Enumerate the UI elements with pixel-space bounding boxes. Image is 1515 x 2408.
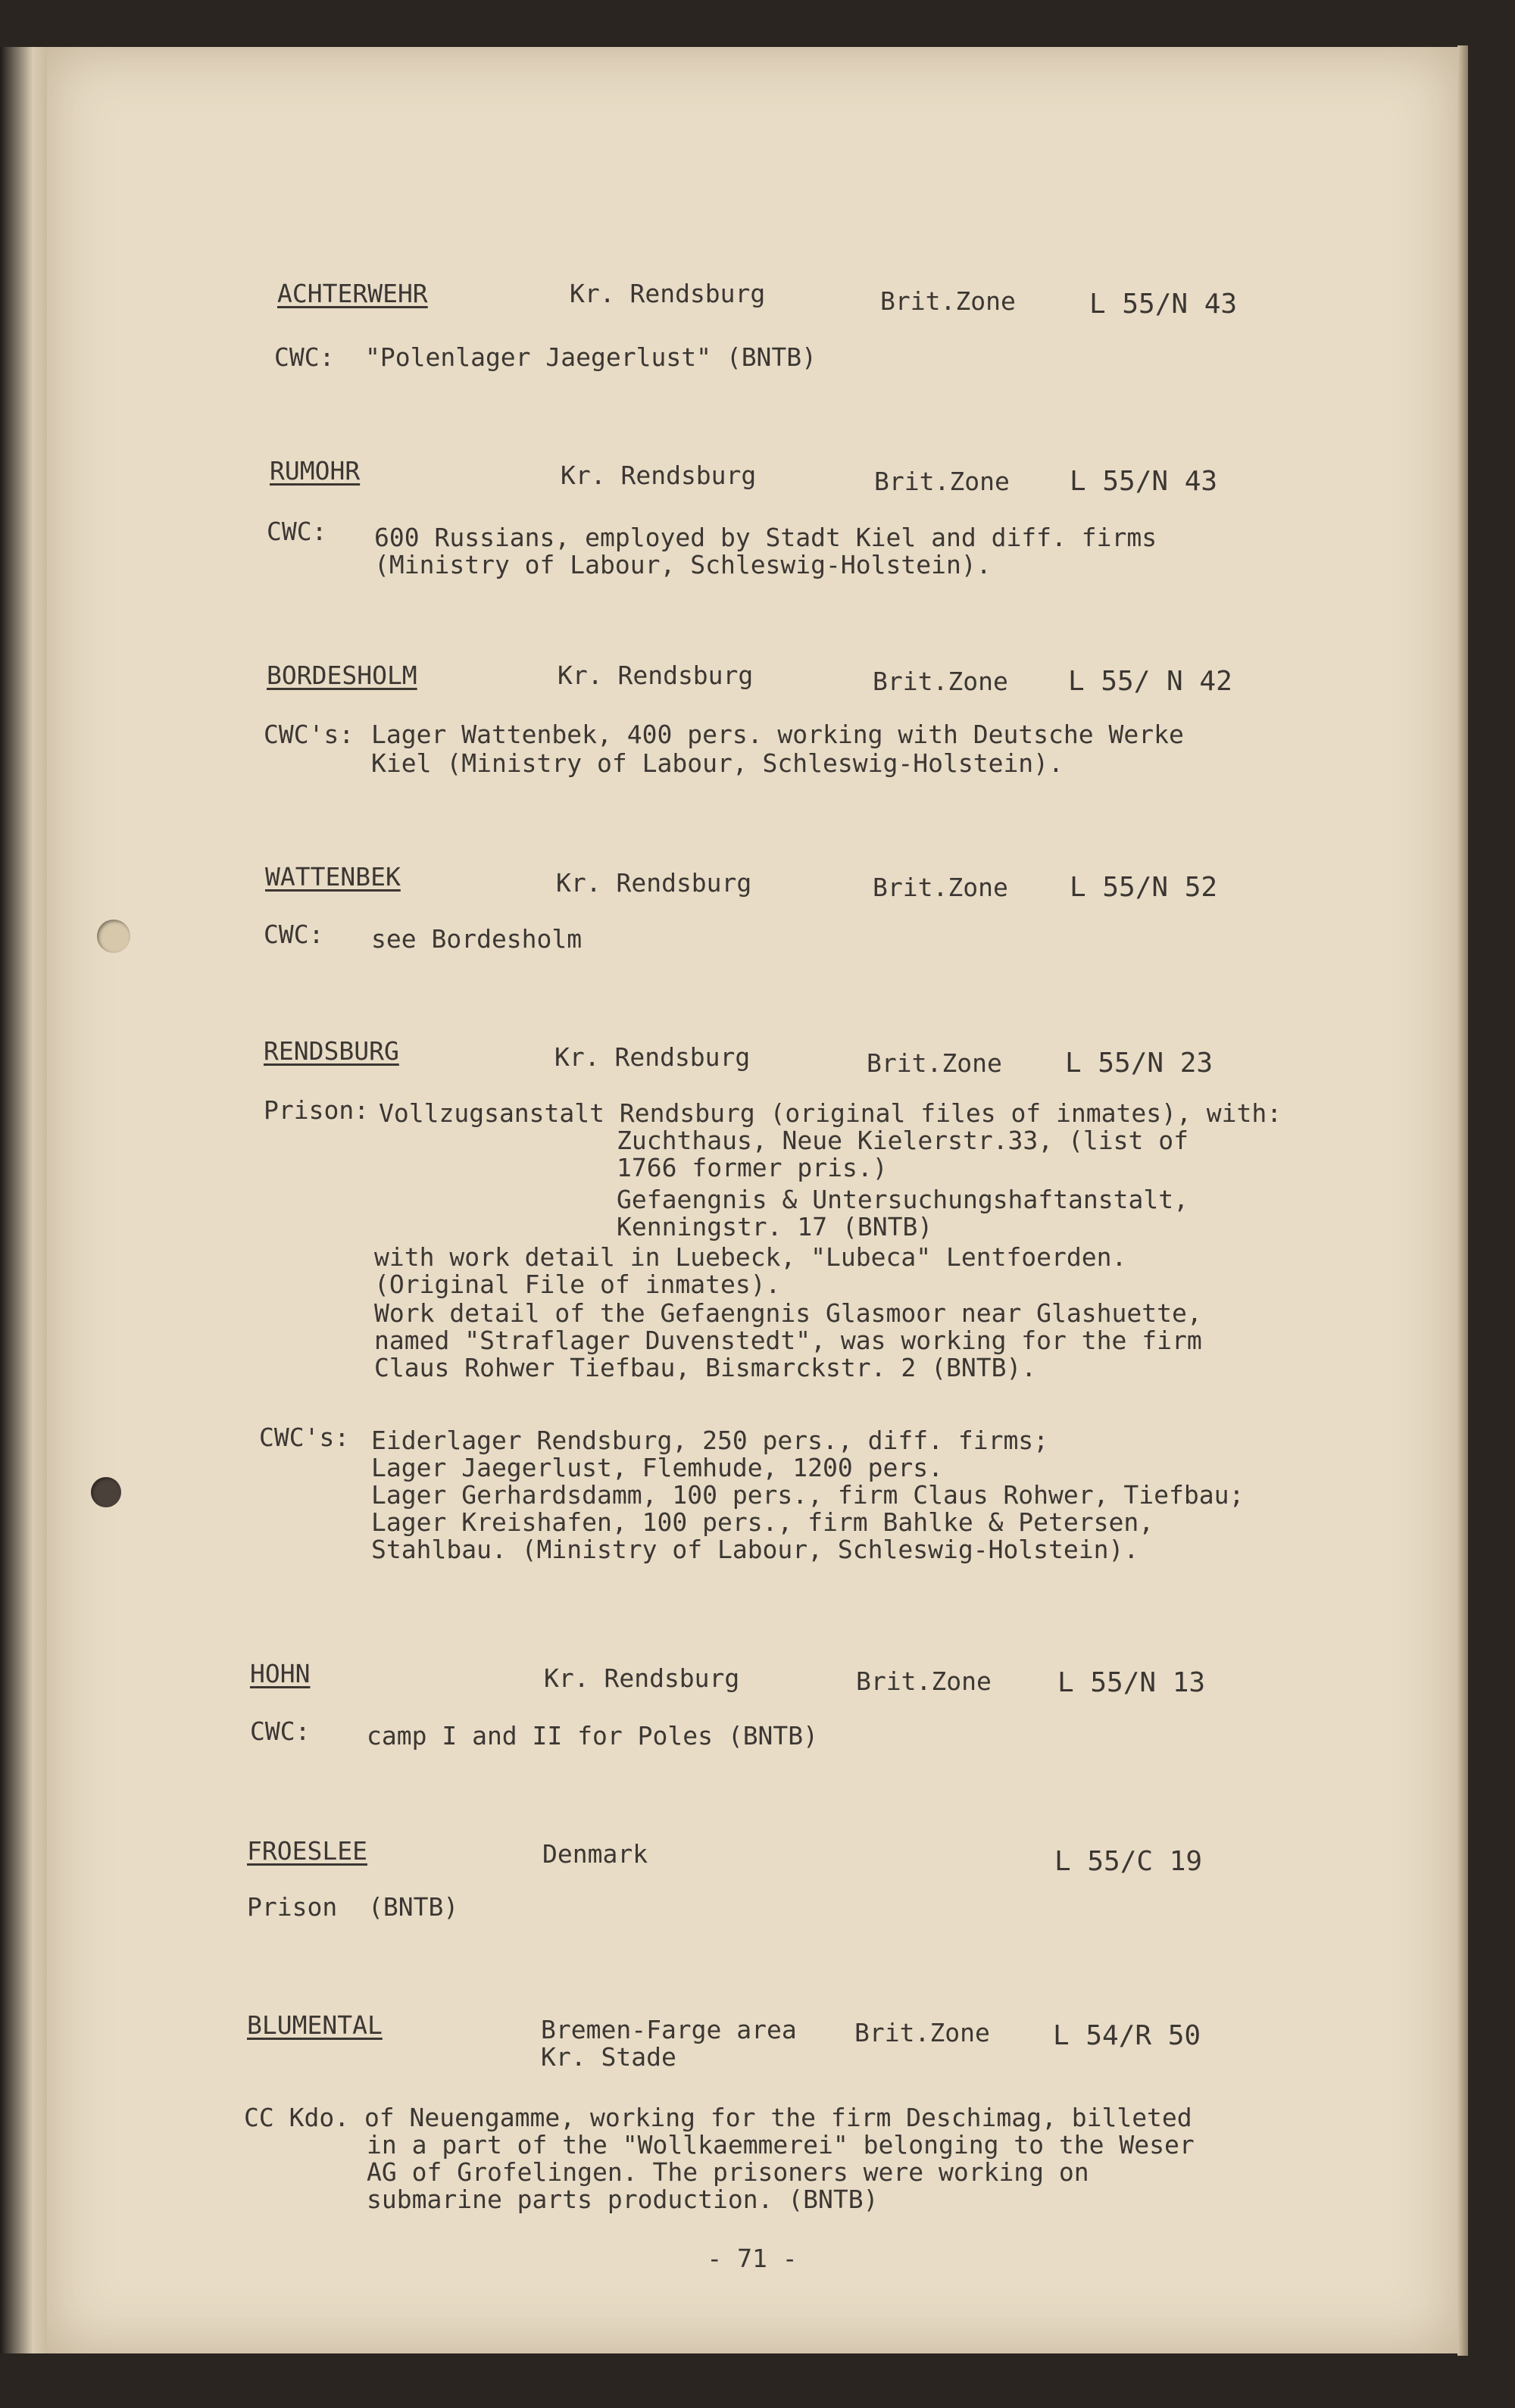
- district: Kr. Rendsburg: [544, 1663, 740, 1693]
- zone: Brit.Zone: [854, 2018, 990, 2047]
- zone: Brit.Zone: [856, 1666, 992, 1696]
- entry-line: Kenningstr. 17 (BNTB): [617, 1212, 933, 1241]
- entry-line: "Polenlager Jaegerlust" (BNTB): [365, 342, 817, 372]
- place-name: HOHN: [250, 1659, 311, 1688]
- place-name: RUMOHR: [270, 456, 361, 486]
- district: Bremen-Farge area: [541, 2015, 797, 2044]
- zone: Brit.Zone: [867, 1048, 1002, 1078]
- reference-code: L 55/N 43: [1089, 289, 1238, 320]
- entry-label: CWC's:: [264, 720, 355, 749]
- entry-line: camp I and II for Poles (BNTB): [367, 1721, 819, 1751]
- entry-line: 1766 former pris.): [617, 1153, 888, 1182]
- entry-line: Claus Rohwer Tiefbau, Bismarckstr. 2 (BNTB).: [374, 1353, 1037, 1382]
- entry-line: AG of Grofelingen. The prisoners were working on: [367, 2157, 1089, 2187]
- entry-line: Stahlbau. (Ministry of Labour, Schleswig-Holstein).: [371, 1535, 1139, 1564]
- zone: Brit.Zone: [880, 286, 1016, 316]
- reference-code: L 54/R 50: [1053, 2020, 1201, 2051]
- place-name: BLUMENTAL: [247, 2010, 383, 2040]
- zone: Brit.Zone: [874, 467, 1010, 496]
- place-name: WATTENBEK: [265, 862, 401, 892]
- entry-line: in a part of the "Wollkaemmerei" belonging to the Weser: [367, 2130, 1195, 2160]
- entry-line: with work detail in Luebeck, "Lubeca" Lentfoerden.: [374, 1242, 1127, 1272]
- district: Denmark: [542, 1839, 648, 1869]
- entry-line: Work detail of the Gefaengnis Glasmoor near Glashuette,: [374, 1298, 1202, 1328]
- district: Kr. Rendsburg: [558, 661, 754, 690]
- document-page: [47, 47, 1457, 2353]
- district: Kr. Rendsburg: [561, 461, 757, 490]
- entry-label-secondary: CWC's:: [259, 1423, 350, 1452]
- entry-label: Prison: [247, 1892, 338, 1922]
- punch-hole: [97, 920, 130, 953]
- entry-line: submarine parts production. (BNTB): [367, 2185, 879, 2214]
- entry-line: Vollzugsanstalt Rendsburg (original files of inmates), with:: [379, 1098, 1282, 1128]
- reference-code: L 55/ N 42: [1068, 666, 1232, 697]
- page-number: - 71 -: [707, 2244, 798, 2273]
- place-name: ACHTERWEHR: [277, 279, 428, 308]
- entry-line: named "Straflager Duvenstedt", was working for the firm: [374, 1326, 1202, 1355]
- entry-line: Eiderlager Rendsburg, 250 pers., diff. firms;: [371, 1426, 1049, 1455]
- entry-line: Lager Gerhardsdamm, 100 pers., firm Claus Rohwer, Tiefbau;: [371, 1480, 1245, 1510]
- district: Kr. Rendsburg: [570, 279, 766, 308]
- entry-label: CWC:: [264, 920, 324, 949]
- place-name: RENDSBURG: [264, 1036, 399, 1066]
- entry-line: Gefaengnis & Untersuchungshaftanstalt,: [617, 1185, 1189, 1214]
- entry-line: 600 Russians, employed by Stadt Kiel and diff. firms: [374, 523, 1157, 552]
- reference-code: L 55/N 13: [1057, 1667, 1206, 1698]
- district-secondary: Kr. Stade: [541, 2042, 676, 2072]
- entry-label: CWC:: [274, 342, 335, 372]
- place-name: BORDESHOLM: [267, 661, 417, 690]
- entry-line: Lager Kreishafen, 100 pers., firm Bahlke & Petersen,: [371, 1507, 1154, 1537]
- entry-line: Lager Wattenbek, 400 pers. working with Deutsche Werke: [371, 720, 1184, 749]
- entry-label: Prison:: [264, 1095, 370, 1125]
- entry-label: CWC:: [250, 1716, 311, 1746]
- punch-hole: [91, 1477, 121, 1507]
- entry-line: (BNTB): [368, 1892, 459, 1922]
- reference-code: L 55/N 43: [1070, 466, 1218, 497]
- entry-line: Zuchthaus, Neue Kielerstr.33, (list of: [617, 1126, 1189, 1155]
- book-gutter: [0, 47, 47, 2353]
- entry-line: see Bordesholm: [371, 924, 583, 954]
- page-edge: [1457, 45, 1468, 2356]
- entry-line: (Ministry of Labour, Schleswig-Holstein).: [374, 550, 992, 579]
- zone: Brit.Zone: [873, 873, 1008, 902]
- reference-code: L 55/N 23: [1065, 1048, 1214, 1079]
- entry-line: Kiel (Ministry of Labour, Schleswig-Holstein).: [371, 748, 1064, 778]
- zone: Brit.Zone: [873, 667, 1008, 696]
- district: Kr. Rendsburg: [556, 868, 752, 898]
- reference-code: L 55/N 52: [1070, 872, 1218, 903]
- reference-code: L 55/C 19: [1054, 1846, 1203, 1877]
- entry-label: CWC:: [267, 517, 327, 546]
- district: Kr. Rendsburg: [554, 1042, 751, 1072]
- entry-line: CC Kdo. of Neuengamme, working for the firm Deschimag, billeted: [244, 2103, 1192, 2132]
- place-name: FROESLEE: [247, 1836, 367, 1866]
- entry-line: Lager Jaegerlust, Flemhude, 1200 pers.: [371, 1453, 943, 1482]
- entry-line: (Original File of inmates).: [374, 1270, 781, 1299]
